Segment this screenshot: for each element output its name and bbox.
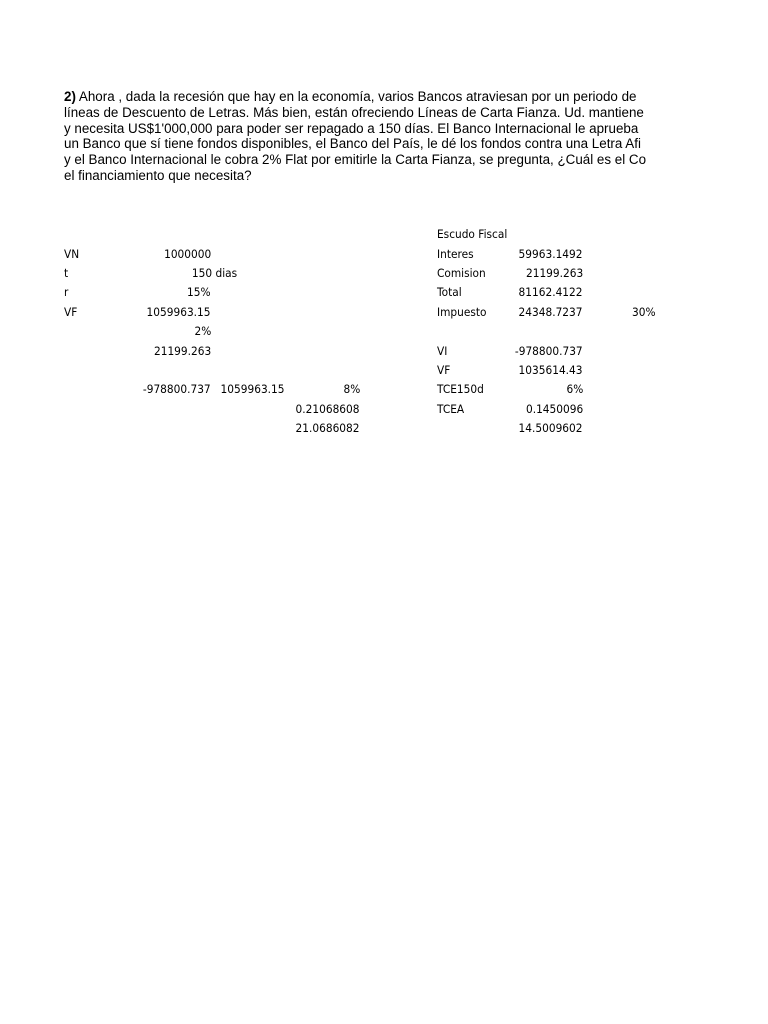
problem-line-6: el financiamiento que necesita?: [64, 167, 252, 183]
tce-value: 6%: [566, 382, 583, 396]
r-value: 15%: [187, 285, 211, 299]
problem-line-1: [64, 89, 660, 105]
tce-label: TCE150d: [437, 382, 484, 396]
comision-value: 21199.263: [525, 266, 583, 280]
problem-line-5: y el Banco Internacional le cobra 2% Flat por emitirle la Carta Fianza, se pregunta, ¿Cuál es el Co: [64, 152, 647, 168]
vf-right-label: VF: [437, 363, 451, 377]
impuesto-rate: 30%: [632, 305, 656, 319]
vi-label: VI: [437, 344, 448, 358]
problem-line-4: un Banco que sí tiene fondos disponibles, el Banco del País, le dé los fondos contra una Letra Afi: [64, 136, 641, 152]
tcea-percent: 14.5009602: [519, 421, 583, 435]
t-value: 150 dias: [191, 266, 237, 280]
vf-label: VF: [64, 305, 78, 319]
tcea-value: 0.1450096: [525, 402, 583, 416]
total-label: Total: [437, 285, 462, 299]
flat-percentage: 2%: [194, 324, 211, 338]
rate-percent-number: 21.0686082: [296, 421, 360, 435]
tcea-label: TCEA: [437, 402, 465, 416]
vn-label: VN: [64, 247, 80, 261]
problem-statement: [64, 89, 660, 184]
problem-line-3: y necesita US$1'000,000 para poder ser repagado a 150 días. El Banco Internacional le aprueba: [64, 120, 639, 136]
vi-value: -978800.737: [515, 344, 583, 358]
vf-right-value: 1035614.43: [519, 363, 583, 377]
escudo-fiscal-header: Escudo Fiscal: [437, 227, 508, 241]
cashflow-vi: -978800.737: [143, 382, 211, 396]
problem-number: 2): [64, 89, 76, 104]
fee-value: 21199.263: [153, 344, 211, 358]
interes-value: 59963.1492: [519, 247, 583, 261]
interes-label: Interes: [437, 247, 474, 261]
rate-percentage: 8%: [343, 382, 360, 396]
total-value: 81162.4122: [519, 285, 583, 299]
t-label: t: [64, 266, 69, 280]
impuesto-label: Impuesto: [437, 305, 487, 319]
vn-value: 1000000: [163, 247, 211, 261]
cashflow-vf: 1059963.15: [221, 382, 285, 396]
problem-text: Ahora , dada la recesión que hay en la economía, varios Bancos atraviesan por un periodo de: [75, 89, 637, 104]
rate-decimal: 0.21068608: [296, 402, 360, 416]
impuesto-value: 24348.7237: [519, 305, 583, 319]
problem-line-2: líneas de Descuento de Letras. Más bien, están ofreciendo Líneas de Carta Fianza. Ud. mantiene: [64, 104, 644, 120]
comision-label: Comision: [437, 266, 486, 280]
r-label: r: [64, 285, 69, 299]
vf-value: 1059963.15: [147, 305, 211, 319]
